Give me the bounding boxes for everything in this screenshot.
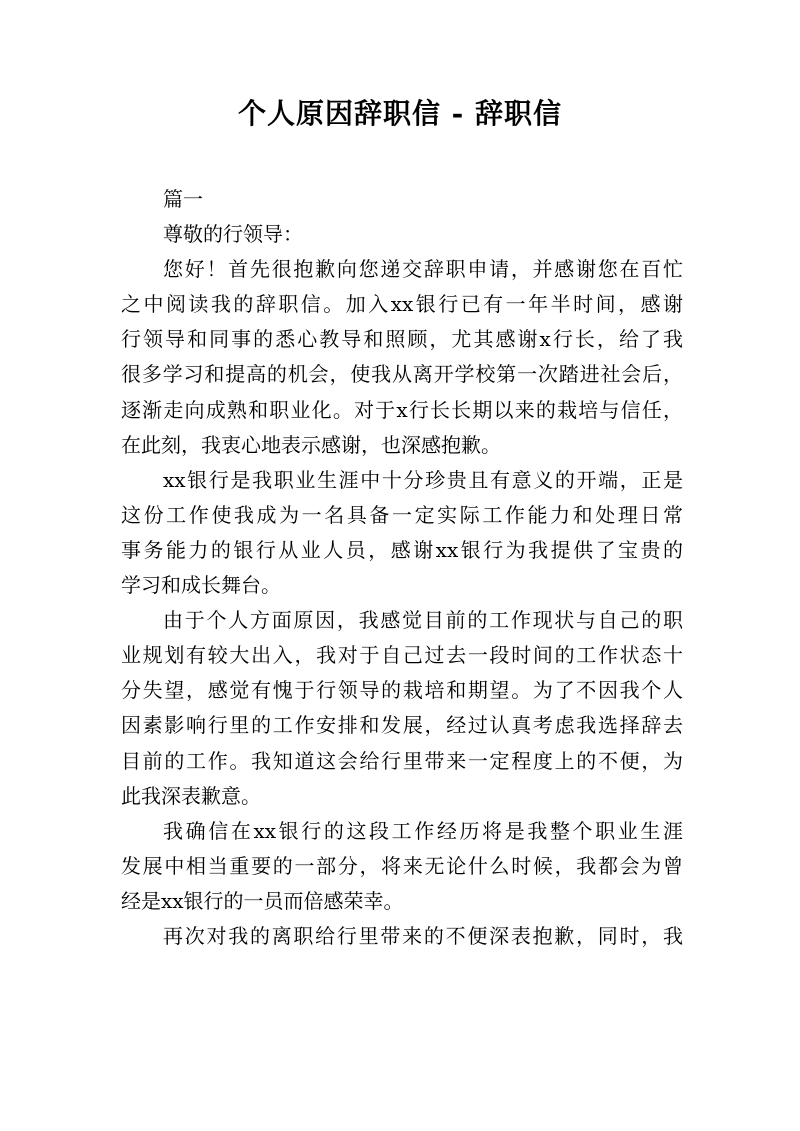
paragraph-line: 很多学习和提高的机会，使我从离开学校第一次踏进社会后，: [121, 362, 683, 387]
paragraph-line: 我确信在xx银行的这段工作经历将是我整个职业生涯: [163, 818, 683, 843]
paragraph-line: 这份工作使我成为一名具备一定实际工作能力和处理日常: [121, 502, 683, 527]
paragraph-line: 之中阅读我的辞职信。加入xx银行已有一年半时间，感谢: [121, 292, 683, 317]
paragraph-line: 行领导和同事的悉心教导和照顾，尤其感谢x行长，给了我: [121, 327, 683, 352]
paragraph-line: 分失望，感觉有愧于行领导的栽培和期望。为了不因我个人: [121, 678, 683, 703]
section-heading: 篇一: [163, 187, 203, 211]
paragraph-line: 发展中相当重要的一部分，将来无论什么时候，我都会为曾: [121, 853, 683, 878]
paragraph-line: 再次对我的离职给行里带来的不便深表抱歉，同时，我: [163, 923, 683, 948]
paragraph-line: 业规划有较大出入，我对于自己过去一段时间的工作状态十: [121, 643, 683, 668]
salutation: 尊敬的行领导：: [163, 222, 303, 247]
paragraph-line: 因素影响行里的工作安排和发展，经过认真考虑我选择辞去: [121, 713, 683, 738]
paragraph-line: 您好！首先很抱歉向您递交辞职申请，并感谢您在百忙: [163, 257, 683, 282]
paragraph-line: 在此刻，我衷心地表示感谢，也深感抱歉。: [121, 432, 501, 457]
paragraph-line: 目前的工作。我知道这会给行里带来一定程度上的不便，为: [121, 748, 683, 773]
document-title: 个人原因辞职信 - 辞职信: [237, 97, 563, 130]
paragraph-line: 逐渐走向成熟和职业化。对于x行长长期以来的栽培与信任，: [121, 397, 683, 422]
document-body: [121, 182, 683, 954]
paragraph-line: 事务能力的银行从业人员，感谢xx银行为我提供了宝贵的: [121, 537, 683, 562]
paragraph-line: 学习和成长舞台。: [121, 573, 281, 598]
paragraph-line: xx银行是我职业生涯中十分珍贵且有意义的开端，正是: [163, 467, 683, 492]
paragraph-line: 此我深表歉意。: [121, 783, 261, 808]
paragraph-line: 由于个人方面原因，我感觉目前的工作现状与自己的职: [163, 608, 683, 633]
paragraph-line: 经是xx银行的一员而倍感荣幸。: [121, 888, 404, 913]
